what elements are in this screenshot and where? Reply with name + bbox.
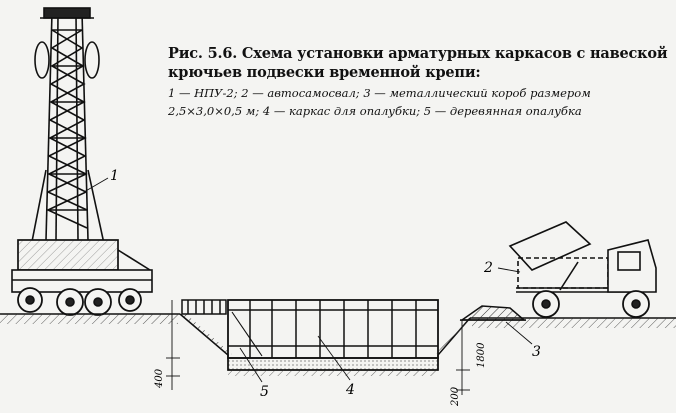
caption-legend-line-1: 1 — НПУ-2; 2 — автосамосвал; 3 — металлический короб размером bbox=[168, 86, 591, 100]
callout-2: 2 bbox=[484, 260, 493, 276]
callout-4: 4 bbox=[346, 382, 355, 398]
dump-truck bbox=[510, 222, 656, 317]
figure-caption bbox=[168, 44, 668, 118]
metal-box bbox=[460, 306, 526, 320]
formwork-pit bbox=[166, 300, 470, 395]
caption-title-line-2: крючьев подвески временной крепи: bbox=[168, 64, 481, 81]
ground-surface bbox=[0, 314, 676, 328]
dimension-400: 400 bbox=[154, 368, 165, 388]
callout-5: 5 bbox=[260, 384, 269, 400]
drilling-rig-npu2 bbox=[12, 8, 152, 315]
callout-3: 3 bbox=[532, 344, 541, 360]
dimension-200: 200 bbox=[450, 386, 461, 406]
dimension-1800: 1800 bbox=[476, 342, 487, 368]
caption-legend-line-2: 2,5×3,0×0,5 м; 4 — каркас для опалубки; 5 — деревянная опалубка bbox=[168, 104, 582, 118]
caption-title-line-1: Рис. 5.6. Схема установки арматурных каркасов с навеской bbox=[168, 45, 668, 62]
callout-1: 1 bbox=[110, 168, 119, 184]
